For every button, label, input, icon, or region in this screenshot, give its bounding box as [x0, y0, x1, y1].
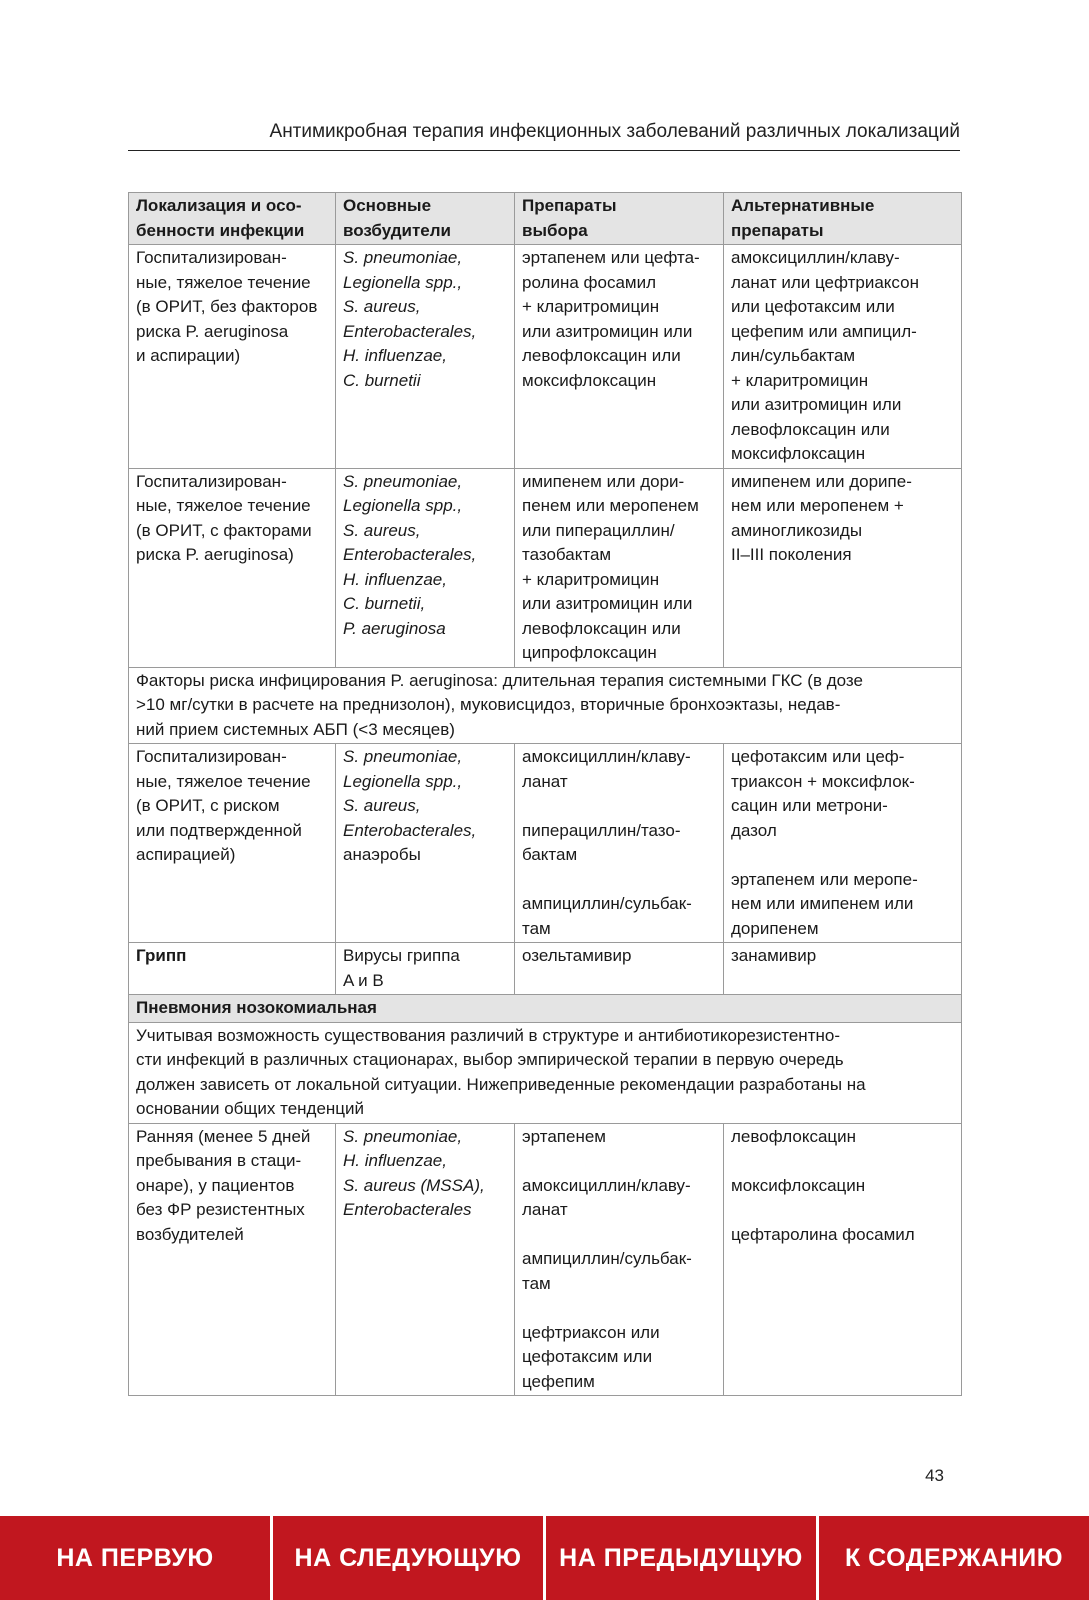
cell-pathogens: S. pneumoniae, Legionella spp., S. aureus, Enterobacterales, H. influenzae, C. burnetii, P. aeruginosa [336, 468, 515, 667]
cell-drugs-of-choice: имипенем или дори- пенем или меропенем или пиперациллин/ тазобактам + кларитромицин или азитромицин или левофлоксацин или ципрофлоксацин [515, 468, 724, 667]
cell-drugs-of-choice: озельтамивир [515, 943, 724, 995]
table-row [129, 245, 962, 469]
first-page-button[interactable]: НА ПЕРВУЮ [0, 1516, 270, 1600]
table-row-flu [129, 943, 962, 995]
cell-localization: Госпитализирован- ные, тяжелое течение (в ОРИТ, без факторов риска P. aeruginosa и аспирации) [129, 245, 336, 469]
cell-alternatives: цефотаксим или цеф- триаксон + моксифлок- сацин или метрони- дазол эртапенем или меропе- нем или имипенем или дорипенем [724, 744, 962, 943]
cell-alternatives: амоксициллин/клаву- ланат или цефтриаксон или цефотаксим или цефепим или ампицил- лин/сульбактам + кларитромицин или азитромицин или левофлоксацин или моксифлоксацин [724, 245, 962, 469]
header-alternatives: Альтернативные препараты [724, 193, 962, 245]
cell-pathogens: S. pneumoniae, Legionella spp., S. aureus, Enterobacterales, анаэробы [336, 744, 515, 943]
cell-pathogens: S. pneumoniae, H. influenzae, S. aureus (MSSA), Enterobacterales [336, 1123, 515, 1396]
previous-page-button[interactable]: НА ПРЕДЫДУЩУЮ [543, 1516, 816, 1600]
cell-drugs-of-choice: эртапенем или цефта- ролина фосамил + кларитромицин или азитромицин или левофлоксацин или моксифлоксацин [515, 245, 724, 469]
cell-alternatives: левофлоксацин моксифлоксацин цефтаролина фосамил [724, 1123, 962, 1396]
note-risk-factors: Факторы риска инфицирования P. aeruginosa: длительная терапия системными ГКС (в дозе >10 мг/сутки в расчете на преднизолон), муковисцидоз, вторичные бронхоэктазы, недав- ний прием системных АБП (<3 месяцев) [129, 667, 962, 744]
cell-localization: Ранняя (менее 5 дней пребывания в стаци- онаре), у пациентов без ФР резистентных возбудителей [129, 1123, 336, 1396]
table-note-row [129, 667, 962, 744]
navigation-bar [0, 1516, 1089, 1600]
cell-localization: Госпитализирован- ные, тяжелое течение (в ОРИТ, с риском или подтвержденной аспирацией) [129, 744, 336, 943]
running-head: Антимикробная терапия инфекционных заболеваний различных локализаций [128, 120, 960, 151]
cell-drugs-of-choice: амоксициллин/клаву- ланат пиперациллин/тазо- бактам ампициллин/сульбак- там [515, 744, 724, 943]
table-note-row [129, 1022, 962, 1123]
antimicrobial-therapy-table [128, 192, 962, 1396]
table-row [129, 1123, 962, 1396]
cell-drugs-of-choice: эртапенем амоксициллин/клаву- ланат ампициллин/сульбак- там цефтриаксон или цефотаксим или цефепим [515, 1123, 724, 1396]
table-row [129, 468, 962, 667]
table-of-contents-button[interactable]: К СОДЕРЖАНИЮ [816, 1516, 1089, 1600]
cell-pathogens: S. pneumoniae, Legionella spp., S. aureus, Enterobacterales, H. influenzae, C. burnetii [336, 245, 515, 469]
cell-localization: Госпитализирован- ные, тяжелое течение (в ОРИТ, с факторами риска P. aeruginosa) [129, 468, 336, 667]
note-local-situation: Учитывая возможность существования различий в структуре и антибиотикорезистентно- сти инфекций в различных стационарах, выбор эмпирической терапии в первую очередь должен зависеть от локальной ситуации. Нижеприведенные рекомендации разработаны на основании общих тенденций [129, 1022, 962, 1123]
cell-alternatives: имипенем или дорипе- нем или меропенем + аминогликозиды II–III поколения [724, 468, 962, 667]
cell-pathogens: Вирусы гриппа A и B [336, 943, 515, 995]
header-drugs-of-choice: Препараты выбора [515, 193, 724, 245]
cell-localization: Грипп [129, 943, 336, 995]
table-row [129, 744, 962, 943]
section-row [129, 995, 962, 1023]
page-number: 43 [925, 1466, 944, 1485]
header-localization: Локализация и осо- бенности инфекции [129, 193, 336, 245]
next-page-button[interactable]: НА СЛЕДУЮЩУЮ [270, 1516, 543, 1600]
header-pathogens: Основные возбудители [336, 193, 515, 245]
cell-alternatives: занамивир [724, 943, 962, 995]
section-title-nosocomial: Пневмония нозокомиальная [129, 995, 962, 1023]
table-header-row [129, 193, 962, 245]
